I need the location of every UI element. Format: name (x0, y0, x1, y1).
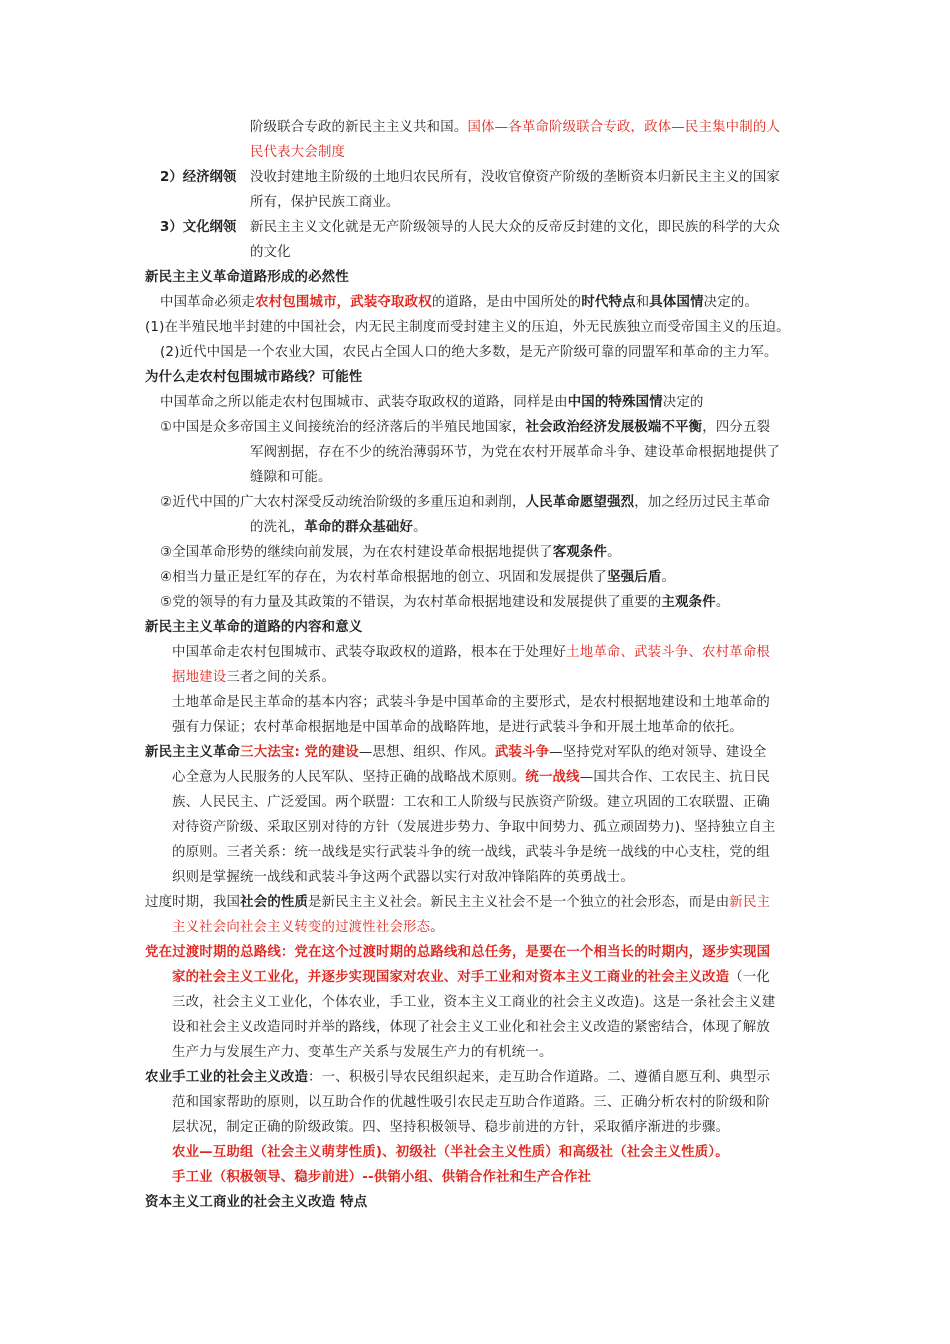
text-segment: ，四分五裂 (702, 420, 771, 435)
text-segment: 革命的群众基础好 (304, 520, 414, 535)
text-segment: 时代特点 (581, 295, 636, 310)
text-segment: 心全意为人民服务的人民军队、坚持正确的战略战术原则。 (172, 770, 526, 785)
text-line (145, 1069, 770, 1087)
text-line (145, 894, 770, 912)
text-line (250, 244, 291, 262)
text-segment: 族、人民民主、广泛爱国。两个联盟：工农和工人阶级与民族资产阶级。建立巩固的工农联盟、正确 (172, 795, 770, 810)
text-segment: 的文化 (250, 245, 291, 260)
text-segment: ：一、积极引导农民组织起来，走互助合作道路。二、遵循自愿互利、典型示 (308, 1070, 771, 1085)
text-segment: 新民主主义革命的道路的内容和意义 (145, 620, 363, 635)
text-segment: 中国革命之所以能走农村包围城市、武装夺取政权的道路，同样是由 (160, 395, 568, 410)
text-line (172, 694, 770, 712)
text-segment: 三改，社会主义工业化，个体农业，手工业，资本主义工商业的社会主义改造)。这是一条社会主义建 (172, 995, 776, 1010)
text-segment: 所有，保护民族工商业。 (250, 195, 400, 210)
text-line (250, 194, 400, 212)
text-line (250, 219, 780, 237)
text-segment: 生产力与发展生产力、变革生产关系与发展生产力的有机统一。 (172, 1045, 553, 1060)
text-segment: 武装斗争 (494, 745, 550, 760)
text-segment: 社会的性质 (240, 895, 309, 910)
text-line (172, 1169, 591, 1187)
text-segment: （一化 (729, 970, 770, 985)
text-line (145, 744, 767, 762)
text-segment: 是新民主主义社会。新民主主义社会不是一个独立的社会形态，而是由 (308, 895, 730, 910)
text-line (145, 619, 362, 637)
text-segment: 对待资产阶级、采取区别对待的方针（发展进步势力、争取中间势力、孤立顽固势力)、坚持独立自主 (172, 820, 776, 835)
text-line (160, 344, 778, 362)
text-line (172, 869, 634, 887)
text-segment: 中国革命走农村包围城市、武装夺取政权的道路，根本在于处理好 (172, 645, 567, 660)
text-segment: 主义社会向社会主义转变的过渡性社会形态 (172, 920, 431, 935)
text-segment: 决定的 (662, 395, 704, 410)
text-segment: 中国的特殊国情 (567, 395, 663, 410)
text-segment: 的道路，是由中国所处的 (431, 295, 582, 310)
text-segment: ③全国革命形势的继续向前发展，为在农村建设革命根据地提供了 (160, 545, 553, 560)
program-label: 2）经济纲领 (160, 170, 237, 185)
text-segment: 。 (661, 570, 676, 585)
text-segment: 民代表大会制度 (250, 145, 346, 160)
text-segment: 的原则。三者关系：统一战线是实行武装斗争的统一战线，武装斗争是统一战线的中心支柱，党的组 (172, 845, 770, 860)
text-line (172, 794, 770, 812)
text-line (172, 844, 770, 862)
text-segment: 党在过渡时期的 (145, 945, 241, 960)
text-line (160, 294, 758, 312)
text-line (172, 994, 775, 1012)
text-line (172, 669, 335, 687)
text-line (172, 919, 444, 937)
text-line (160, 494, 770, 512)
text-segment: 过度时期，我国 (145, 895, 241, 910)
text-segment: 具体国情 (649, 295, 704, 310)
text-segment: 新民主 (729, 895, 771, 910)
text-segment: 手工业（积极领导、稳步前进）--供销小组、供销合作社和生产合作社 (172, 1170, 592, 1185)
text-line (145, 944, 770, 962)
text-segment: 国体—各革命阶级联合专政，政体—民主集中制的人 (467, 120, 781, 135)
text-line (172, 1119, 729, 1137)
text-segment: 和 (635, 295, 650, 310)
text-segment: ④相当力量正是红军的存在，为农村革命根据地的创立、巩固和发展提供了 (160, 570, 608, 585)
text-segment: 强有力保证；农村革命根据地是中国革命的战略阵地，是进行武装斗争和开展土地革命的依托。 (172, 720, 743, 735)
text-segment: 统一战线 (525, 770, 580, 785)
text-segment: ，加之经历过民主革命 (634, 495, 771, 510)
text-segment: 新民主主义革命道路形成的必然性 (145, 270, 349, 285)
text-line (250, 144, 345, 162)
text-segment: 农业手工业的社会主义改造 (145, 1070, 309, 1085)
text-segment: (1)在半殖民地半封建的中国社会，内无民主制度而受封建主义的压迫，外无民族独立而受帝国主义的压迫。 (145, 320, 790, 335)
text-line (172, 1094, 770, 1112)
text-segment: 军阀割据，存在不少的统治薄弱环节，为党在农村开展革命斗争、建设革命根据地提供了 (250, 445, 781, 460)
text-line (172, 819, 775, 837)
text-segment: 据地建设 (172, 670, 227, 685)
text-line (160, 394, 704, 412)
text-segment: 社会政治经济发展极端不平衡 (525, 420, 703, 435)
text-line (145, 269, 349, 287)
text-segment: 为什么走农村包围城市路线？可能性 (145, 370, 363, 385)
text-segment: 缝隙和可能。 (250, 470, 332, 485)
text-segment: 新民主主义文化就是无产阶级领导的人民大众的反帝反封建的文化，即民族的科学的大众 (250, 220, 781, 235)
text-line (160, 419, 770, 437)
program-label: 3）文化纲领 (160, 220, 237, 235)
text-segment: ①中国是众多帝国主义间接统治的经济落后的半殖民地国家， (160, 420, 526, 435)
text-segment: 客观条件 (552, 545, 608, 560)
text-line (172, 1044, 553, 1062)
text-segment: 家的社会主义工业化，并逐步实现国家对农业、对手工业和对资本主义工商业的社会主义改造 (172, 970, 730, 985)
text-segment: 织则是掌握统一战线和武装斗争这两个武器以实行对敌冲锋陷阵的英勇战士。 (172, 870, 635, 885)
text-line (172, 644, 770, 662)
text-line (160, 544, 621, 562)
text-segment: 资本主义工商业的社会主义改造 特点 (145, 1195, 368, 1210)
text-segment: 没收封建地主阶级的土地归农民所有，没收官僚资产阶级的垄断资本归新民主主义的国家 (250, 170, 781, 185)
text-segment: 三大法宝: (240, 745, 301, 760)
text-segment: 三者之间的关系。 (226, 670, 336, 685)
text-segment: 主观条件 (661, 595, 716, 610)
text-segment: 土地革命是民主革命的基本内容；武装斗争是中国革命的主要形式，是农村根据地建设和土地革命的 (172, 695, 770, 710)
text-segment: 党的建设 (304, 745, 359, 760)
text-segment: 农业—互助组（社会主义萌芽性质)、初级社（半社会主义性质）和高级社（社会主义性质）。 (172, 1145, 729, 1160)
text-line (250, 169, 780, 187)
text-segment: 层状况，制定正确的阶级政策。四、坚持积极领导、稳步前进的方针，采取循序渐进的步骤。 (172, 1120, 730, 1135)
text-segment: 阶级联合专政的新民主主义共和国。 (250, 120, 468, 135)
text-segment: 。 (430, 920, 444, 935)
text-segment: 新民主主义革命 (145, 745, 241, 760)
text-line (145, 1194, 367, 1212)
text-segment: ：党在这个过渡时期的总路线和总任务，是要在一个相当长的时期内，逐步实现国 (280, 945, 771, 960)
text-line (250, 444, 780, 462)
text-line (145, 319, 790, 337)
text-line (250, 119, 780, 137)
text-segment: 。 (413, 520, 427, 535)
text-segment: 农村包围城市，武装夺取政权 (255, 295, 432, 310)
text-segment: 决定的。 (703, 295, 759, 310)
text-line (172, 969, 770, 987)
text-segment: 坚强后盾 (607, 570, 662, 585)
text-segment: 土地革命、武装斗争、农村革命根 (566, 645, 770, 660)
text-segment: —坚持党对军队的绝对领导、建设全 (549, 745, 767, 760)
text-line (172, 769, 770, 787)
text-line (250, 469, 332, 487)
text-line (172, 719, 743, 737)
text-line (250, 519, 427, 537)
text-segment: (2)近代中国是一个农业大国，农民占全国人口的绝大多数，是无产阶级可靠的同盟军和革命的主力军。 (160, 345, 778, 360)
text-segment: 。 (715, 595, 730, 610)
text-segment: ②近代中国的广大农村深受反动统治阶级的多重压迫和剥削， (160, 495, 526, 510)
text-segment: ⑤党的领导的有力量及其政策的不错误，为农村革命根据地建设和发展提供了重要的 (160, 595, 662, 610)
text-segment: —国共合作、工农民主、抗日民 (579, 770, 771, 785)
text-segment: 范和国家帮助的原则，以互助合作的优越性吸引农民走互助合作道路。三、正确分析农村的阶级和阶 (172, 1095, 770, 1110)
text-line (145, 369, 362, 387)
text-segment: 人民革命愿望强烈 (525, 495, 635, 510)
text-line (172, 1019, 770, 1037)
text-segment: 总路线 (240, 945, 281, 960)
text-line (172, 1144, 729, 1162)
text-segment: 设和社会主义改造同时并举的路线，体现了社会主义工业化和社会主义改造的紧密结合，体现了解放 (172, 1020, 770, 1035)
text-segment: 中国革命必须走 (160, 295, 256, 310)
text-line (160, 569, 675, 587)
text-segment: 。 (607, 545, 621, 560)
text-segment: —思想、组织、作风。 (358, 745, 495, 760)
text-line (160, 594, 729, 612)
text-segment: 的洗礼， (250, 520, 305, 535)
